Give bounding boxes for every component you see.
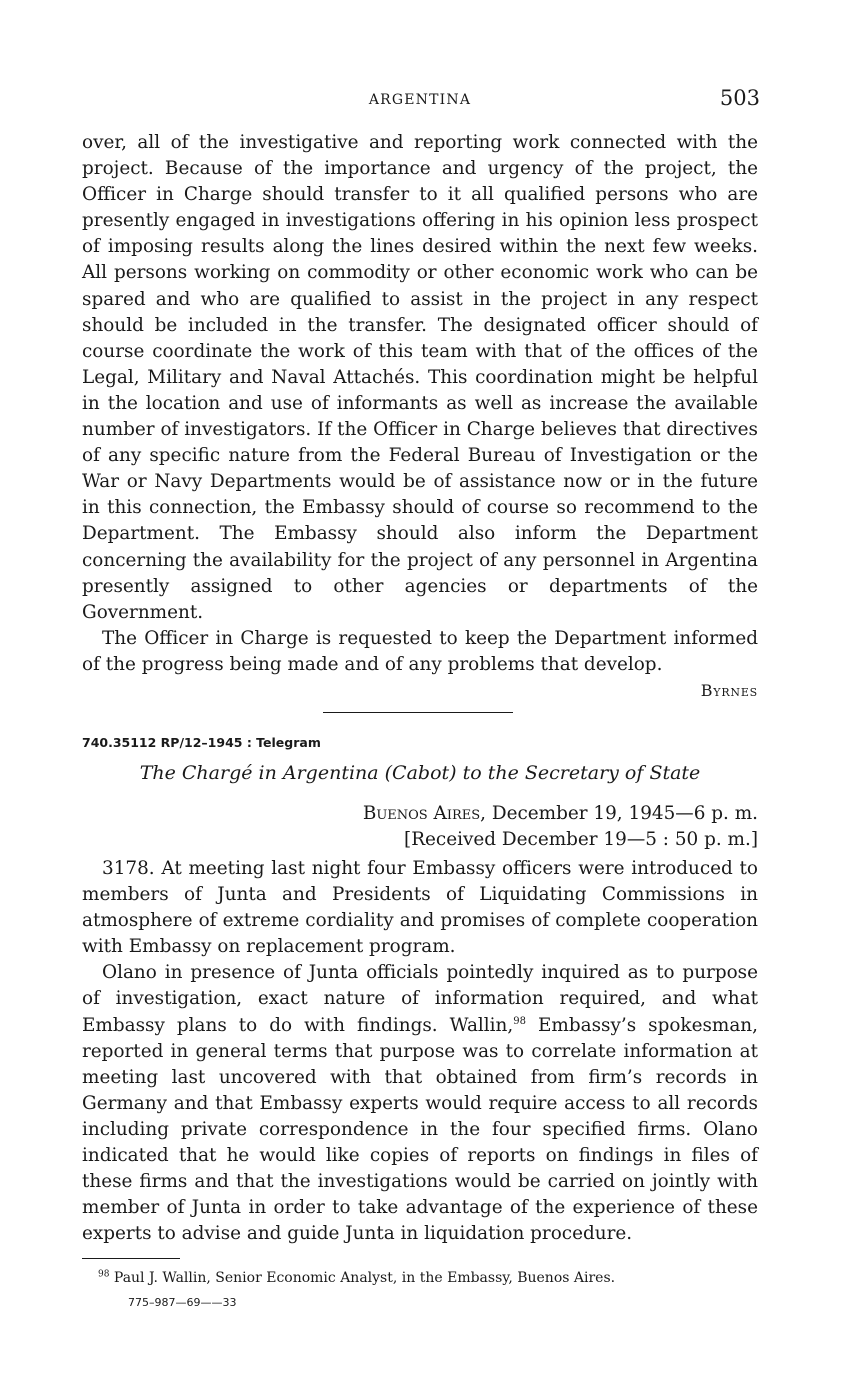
print-code: 775–987—69——33 bbox=[128, 1296, 237, 1309]
running-head bbox=[80, 86, 760, 116]
footnote bbox=[98, 1270, 615, 1286]
telegram-paragraph-2 bbox=[82, 960, 758, 1247]
document-title: The Chargé in Argentina (Cabot) to the Secretary of State bbox=[139, 762, 701, 784]
paragraph-2-start: Olano in presence of Junta officials pointedly inquired as to purpose of investigation, exact nature of information required, and what Embassy plans to do with findings. Wallin, bbox=[82, 962, 758, 1036]
paragraph-2-end: Embassy’s spokesman, reported in general terms that purpose was to correlate information at meeting last uncovered with that obtained from firm’s records in Germany and that Embassy experts would require access to all records including private correspondence in the four specified firms. Olano indicated that he would like copies of reports on findings in files of these firms and that the investigations would be carried on jointly with member of Junta in order to take advantage of the experience of these experts to advise and guide Junta in liquidation procedure. bbox=[82, 1014, 758, 1245]
telegram-paragraph-1: 3178. At meeting last night four Embassy officers were introduced to members of Junta and Presidents of Liquidating Commissions in atmosphere of extreme cordiality and promises of complete cooperation with Embassy on replacement program. bbox=[82, 858, 758, 958]
place-name: Buenos Aires, bbox=[362, 803, 487, 824]
footnote-marker: 98 bbox=[98, 1269, 110, 1280]
running-title: ARGENTINA bbox=[368, 92, 472, 108]
footnote-reference[interactable]: 98 bbox=[513, 1015, 526, 1027]
footnote-text: Paul J. Wallin, Senior Economic Analyst, in the Embassy, Buenos Aires. bbox=[109, 1270, 616, 1286]
paragraph-continuation: over, all of the investigative and reporting work connected with the project. Because of the importance and urgency of the project, the Officer in Charge should transfer to it all qualified persons who are presently engaged in investigations offering in his opinion less prospect of imposing results along the lines desired within the next few weeks. All persons working on commodity or other economic work who can be spared and who are qualified to assist in the project in any respect should be included in the transfer. The designated officer should of course coordinate the work of this team with that of the offices of the Legal, Military and Naval Attachés. This coordination might be helpful in the location and use of informants as well as increase the available number of investigators. If the Officer in Charge believes that directives of any specific nature from the Federal Bureau of Investigation or the War or Navy Departments would be of assistance now or in the future in this connection, the Embassy should of course so recommend to the Department. The Embassy should also inform the Department concerning the availability for the project of any personnel in Argentina presently assigned to other agencies or departments of the Government. bbox=[82, 132, 758, 623]
sent-line bbox=[363, 801, 758, 827]
page-number: 503 bbox=[719, 86, 760, 110]
paragraph-request: The Officer in Charge is requested to keep the Department informed of the progress being made and of any problems that develop. bbox=[82, 627, 758, 675]
received-line: [Received December 19—5 : 50 p. m.] bbox=[404, 829, 758, 850]
sent-date: December 19, 1945—6 p. m. bbox=[486, 803, 758, 824]
body-text-part1 bbox=[82, 130, 758, 704]
body-text-telegram bbox=[82, 856, 758, 1247]
footnote-divider bbox=[82, 1258, 180, 1259]
dateline bbox=[363, 801, 758, 853]
file-reference: 740.35112 RP/12–1945 : Telegram bbox=[82, 735, 321, 750]
section-divider bbox=[323, 712, 513, 713]
signature: Byrnes bbox=[700, 680, 758, 700]
